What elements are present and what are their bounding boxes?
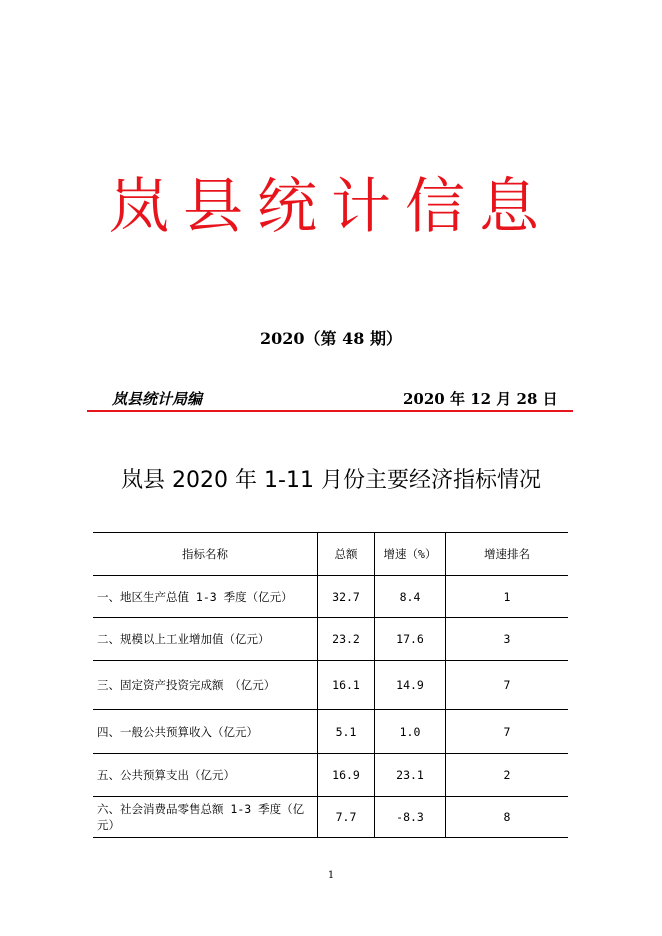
rank-value: 3 [446, 618, 569, 661]
indicator-name: 六、社会消费品零售总额 1-3 季度（亿元） [93, 797, 318, 838]
page-number: 1 [327, 870, 335, 881]
growth-value: 8.4 [375, 576, 446, 618]
rank-value: 7 [446, 710, 569, 754]
table-row [93, 797, 568, 838]
indicator-name: 五、公共预算支出（亿元） [93, 754, 318, 797]
header-total: 总额 [318, 533, 375, 576]
table-row [93, 618, 568, 661]
rank-value: 2 [446, 754, 569, 797]
table-header-row [93, 533, 568, 576]
header-rank: 增速排名 [446, 533, 569, 576]
total-value: 32.7 [318, 576, 375, 618]
publish-date: 2020 年 12 月 28 日 [403, 390, 558, 408]
growth-value: 14.9 [375, 661, 446, 710]
indicator-name: 一、地区生产总值 1-3 季度（亿元） [93, 576, 318, 618]
red-divider [87, 410, 573, 412]
growth-value: 1.0 [375, 710, 446, 754]
table-row [93, 710, 568, 754]
document-title: 岚县 2020 年 1-11 月份主要经济指标情况 [121, 468, 541, 493]
growth-value: 23.1 [375, 754, 446, 797]
table-row [93, 754, 568, 797]
rank-value: 7 [446, 661, 569, 710]
indicator-table [93, 532, 568, 838]
total-value: 23.2 [318, 618, 375, 661]
total-value: 5.1 [318, 710, 375, 754]
masthead-title: 岚县统计信息 [109, 172, 553, 242]
growth-value: 17.6 [375, 618, 446, 661]
editor-label: 岚县统计局编 [112, 390, 203, 408]
table-row [93, 661, 568, 710]
rank-value: 8 [446, 797, 569, 838]
rank-value: 1 [446, 576, 569, 618]
header-indicator: 指标名称 [93, 533, 318, 576]
total-value: 7.7 [318, 797, 375, 838]
indicator-name: 二、规模以上工业增加值（亿元） [93, 618, 318, 661]
growth-value: -8.3 [375, 797, 446, 838]
indicator-name: 三、固定资产投资完成额 （亿元） [93, 661, 318, 710]
indicator-name: 四、一般公共预算收入（亿元） [93, 710, 318, 754]
total-value: 16.1 [318, 661, 375, 710]
header-growth: 增速（%） [375, 533, 446, 576]
table-row [93, 576, 568, 618]
issue-number: 2020（第 48 期） [260, 329, 402, 348]
total-value: 16.9 [318, 754, 375, 797]
